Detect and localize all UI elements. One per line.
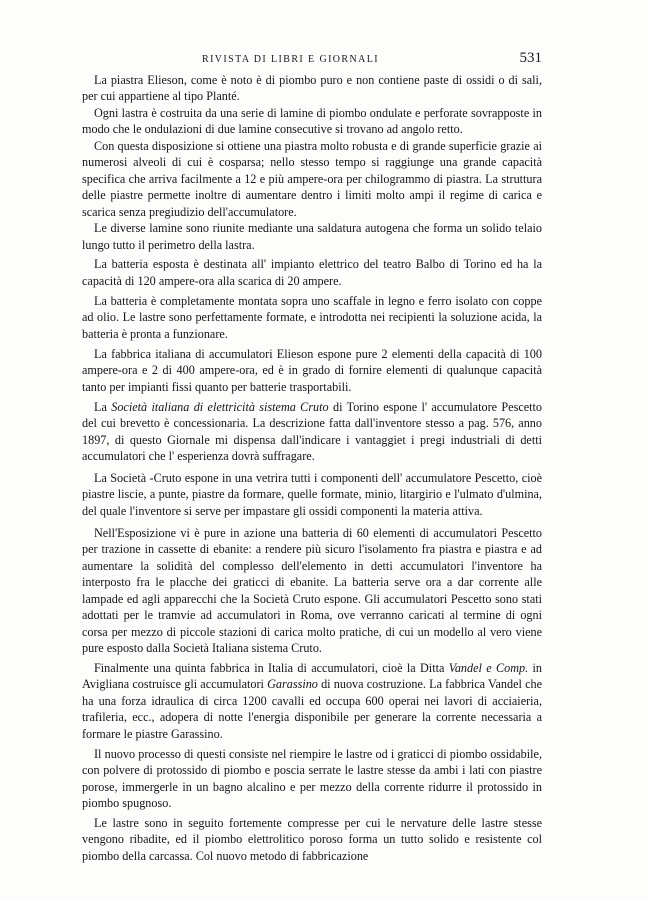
paragraph-compression: Le lastre sono in seguito fortemente compresse per cui le nervature delle lastre stesse vengono ribadite, ed il piombo elettrolitico poroso forma un tutto solido e resistente col piombo della carcassa. Col nuovo metodo di fabbricazione xyxy=(82,815,542,863)
page-header xyxy=(82,50,542,70)
paragraph-welding: Le diverse lamine sono riunite mediante una saldatura autogena che forma un solido telaio lungo tutto il perimetro della lastra. xyxy=(82,221,542,252)
text-run: di Torino espone l' accumulatore Pescetto del cui brevetto è concessionaria. La descrizione fatta dall'inventore stesso a pag. 576, anno 1897, di questo Giornale mi dispensa dall'indicare i vantaggiet i pregi industriali di detti accumulatori che l' esperienza dovrà suffragare. xyxy=(82,399,542,463)
text-run: in Avigliana costruisce gli accumulatori xyxy=(82,660,542,692)
text-run: di nuova costruzione. La fabbrica Vandel che ha una forza idraulica di circa 1200 cavalli ed occupa 600 operai nei lavori di acciaieria, trafileria, ecc., adopera di notte l'energia disponibile per generare la corrente necessaria a formare le piastre Garassino. xyxy=(82,677,542,741)
paragraph-shelf-mounting: La batteria è completamente montata sopra uno scaffale in legno e ferro isolato con coppe ad olio. Le lastre sono perfettamente formate, e introdotta nei recipienti la soluzione acida, la batteria è pronta a funzionare. xyxy=(82,293,542,341)
paragraph-traction-battery: Nell'Esposizione vi è pure in azione una batteria di 60 elementi di accumulatori Pescetto per trazione in cassette di ebanite: a rendere più sicuro l'isolamento fra piastra e piastra e ad aumentare la solidità del complesso dell'elemento in detti accumulatori l'inventore ha interposto fra le placche dei graticci di ebanite. La batteria serve ora a dar corrente alle lampade ed agli apparecchi che la Società Cruto espone. Gli accumulatori Pescetto sono stati adottati per le tramvie ad accumulatori in Roma, ove verranno caricati al termine di ogni corsa per mezzo di piccole stazioni di carica molto pratiche, di cui un modello al vero viene pure esposto dalla Società Italiana sistema Cruto. xyxy=(82,525,542,655)
company-name: Società italiana di elettricità sistema Cruto xyxy=(111,399,329,414)
paragraph-new-process: Il nuovo processo di questi consiste nel riempire le lastre od i graticci di piombo ossidabile, con polvere di protossido di piombo e poscia serrate le lastre stesse da ambi i lati con piastre porose, immergerle in un bagno alcalino e per mezzo della corrente ridurre il protossido in piombo spugnoso. xyxy=(82,746,542,811)
text-run: Finalmente una quinta fabbrica in Italia di accumulatori, cioè la Ditta xyxy=(94,660,449,675)
paragraph-vandel xyxy=(82,660,542,742)
paragraph-elieson-plate: La piastra Elieson, come è noto è di piombo puro e non contiene paste di ossidi o di sali, per cui appartiene al tipo Planté. xyxy=(82,73,542,104)
paragraph-capacity: Con questa disposizione si ottiene una piastra molto robusta e di grande superficie grazie ai numerosi alveoli di cui è cosparsa; nello stesso tempo si raggiunge una grande capacità specifica che arriva facilmente a 12 e più ampere-ora per chilogrammo di piastra. La struttura delle piastre permette inoltre di aumentare dentro i limiti molto ampi il regime di carica e scarica senza pregiudizio dell'accumulatore. xyxy=(82,138,542,219)
running-title: RIVISTA DI LIBRI E GIORNALI xyxy=(202,54,379,65)
paragraph-elieson-elements: La fabbrica italiana di accumulatori Elieson espone pure 2 elementi della capacità di 100 ampere-ora e 2 di 400 ampere-ora, ed è in grado di fornire elementi di qualunque capacità tanto per impianti fissi quanto per batterie trasportabili. xyxy=(82,346,542,394)
page-number: 531 xyxy=(519,50,542,66)
article-body xyxy=(82,72,542,864)
paragraph-plate-construction: Ogni lastra è costruita da una serie di lamine di piombo ondulate e perforate sovrapposte in modo che le ondulazioni di due lamine consecutive si trovano ad angolo retto. xyxy=(82,105,542,137)
paragraph-societa-cruto xyxy=(82,399,542,465)
product-name: Garassino xyxy=(267,677,318,692)
paragraph-pescetto-components: La Società -Cruto espone in una vetrira tutti i componenti dell' accumulatore Pescetto, cioè piastre liscie, a punte, piastre da formare, quelle formate, minio, litargirio e l'ulmato d'ulmina, del quale l'inventore si serve per impastare gli ossidi componenti la materia attiva. xyxy=(82,470,542,518)
paragraph-teatro-balbo: La batteria esposta è destinata all' impianto elettrico del teatro Balbo di Torino ed ha la capacità di 120 ampere-ora alla scarica di 20 ampere. xyxy=(82,257,542,288)
text-run: La xyxy=(94,399,112,414)
company-name: Vandel e Comp. xyxy=(448,660,529,675)
